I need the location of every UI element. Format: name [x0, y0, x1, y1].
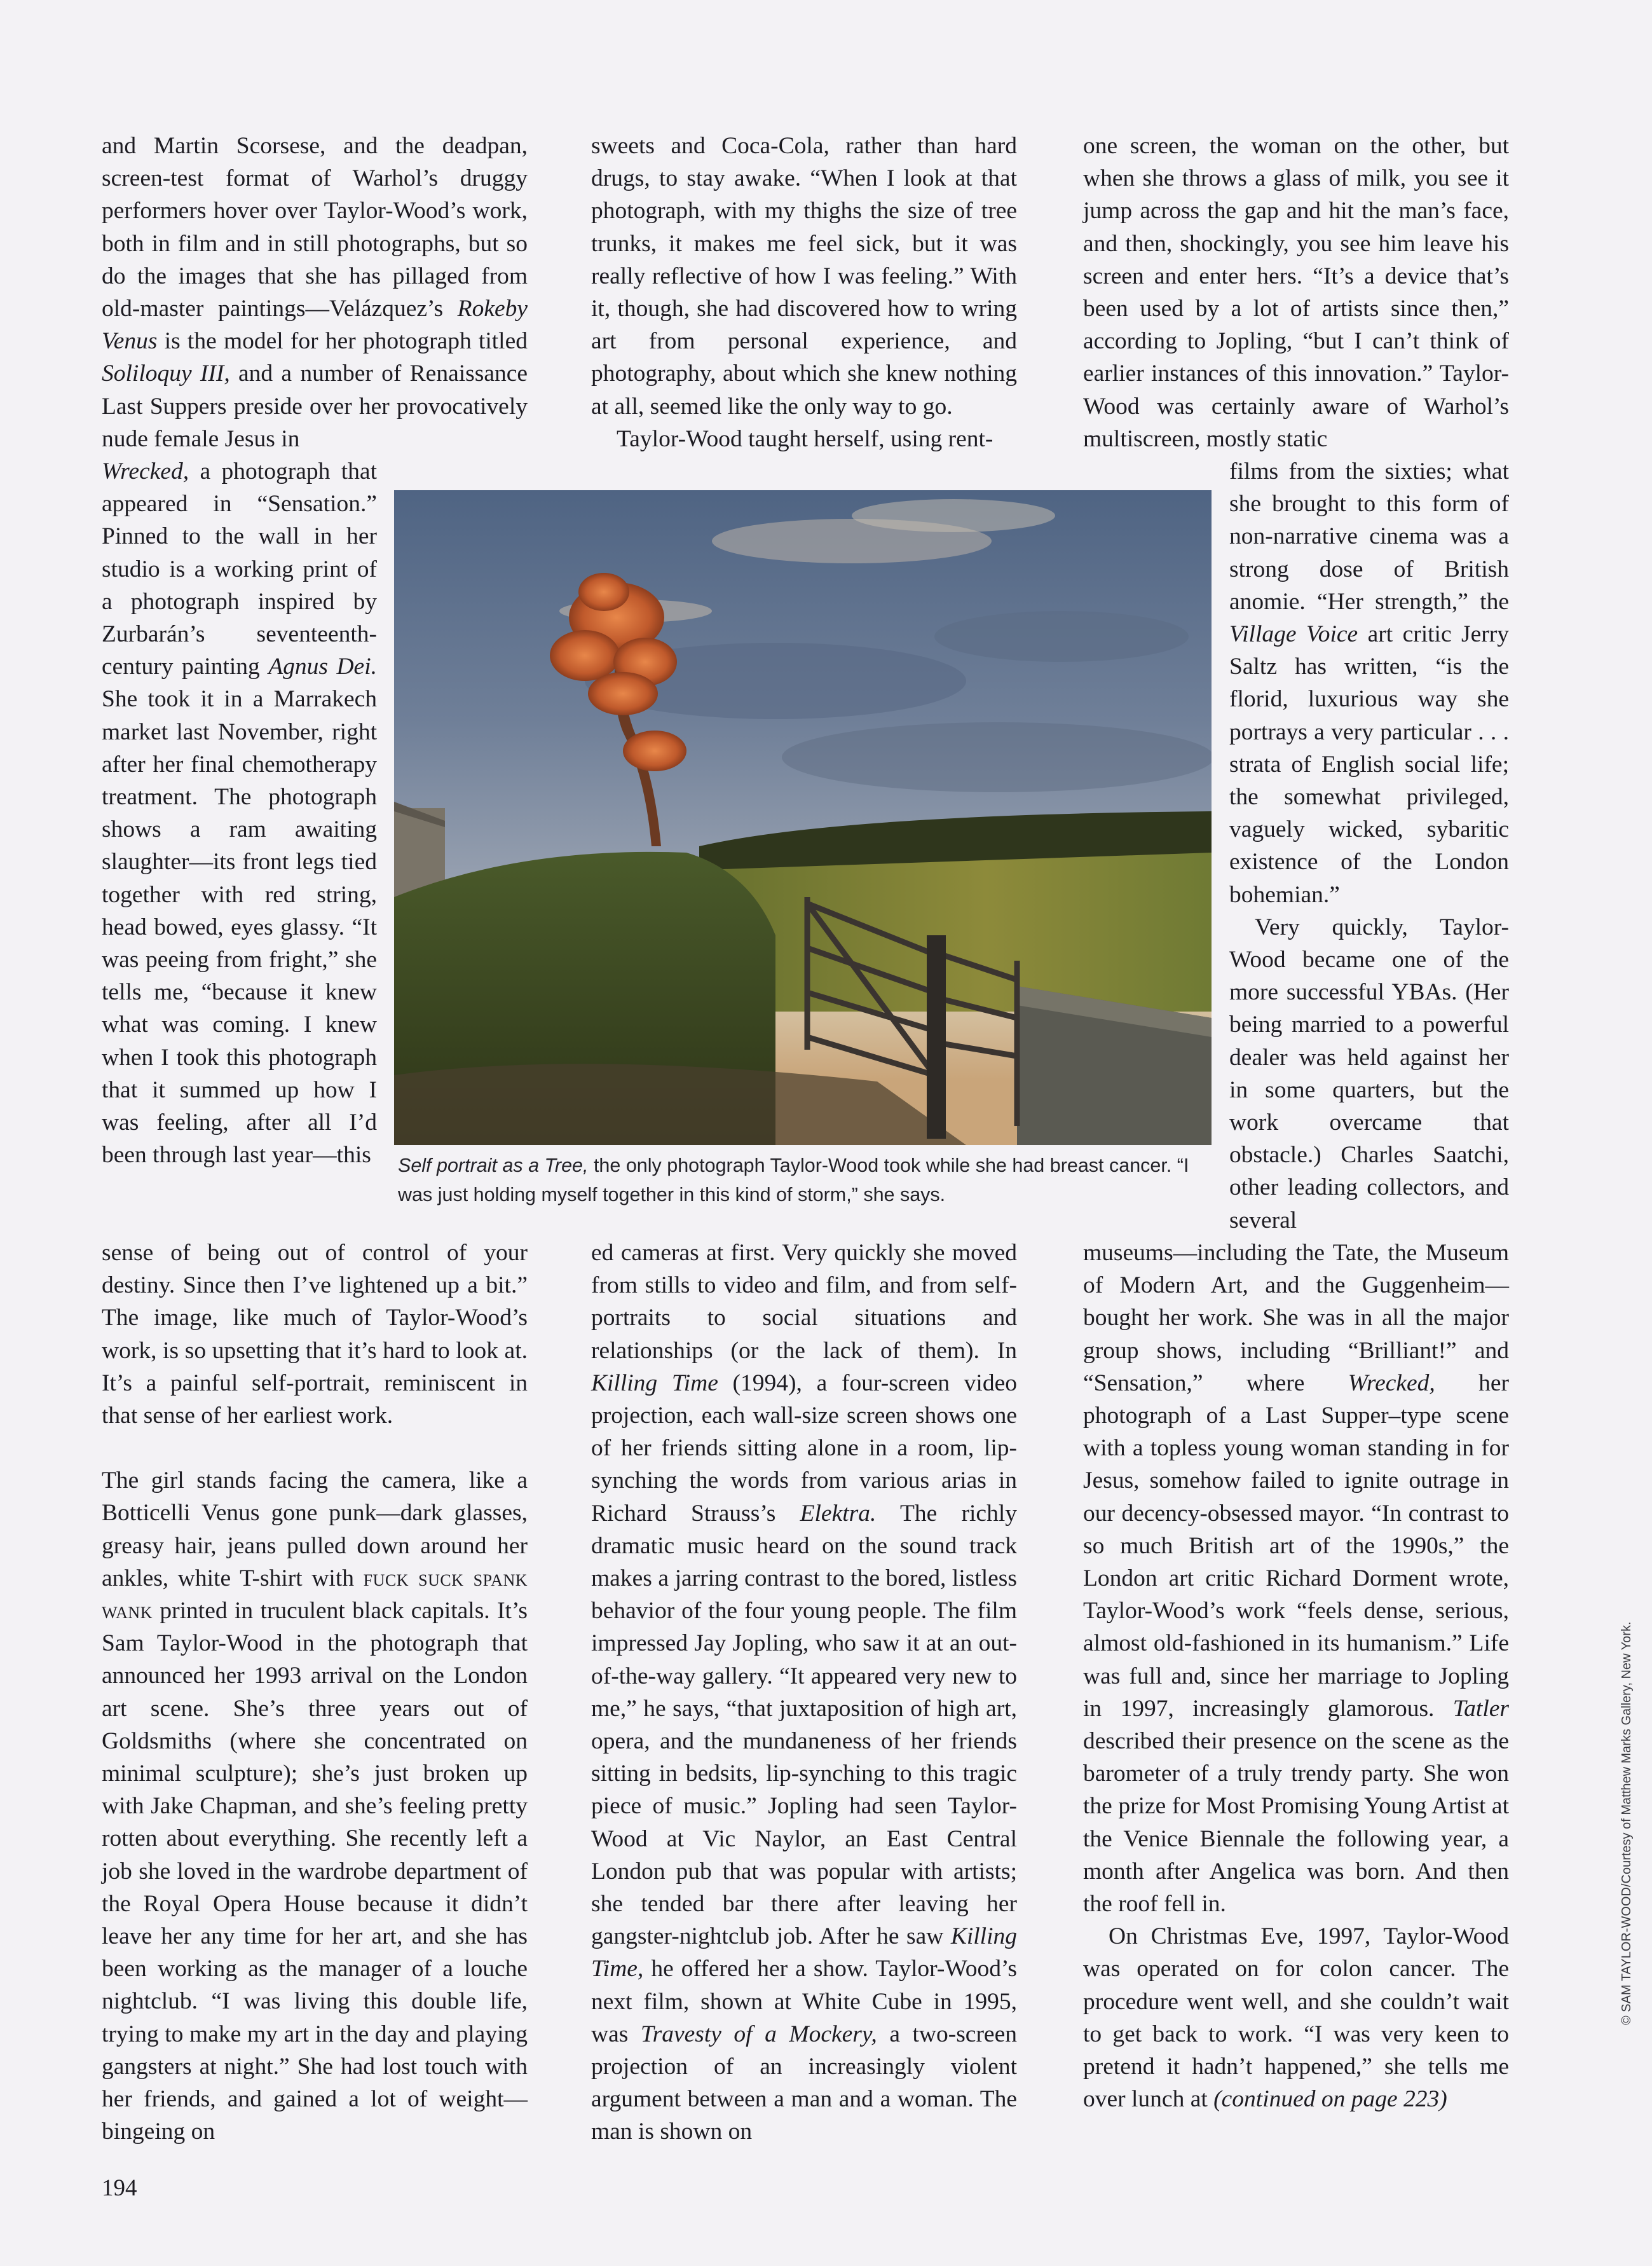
- text-run-italic: Killing Time,: [591, 1923, 1017, 1982]
- text-run: a two-screen projection of an increasingly violent argument between a man and a woman. The man is shown on: [591, 2021, 1017, 2145]
- text-run-italic: Soliloquy III,: [102, 360, 230, 387]
- photo-caption: [398, 1151, 1218, 1209]
- text-run: a photograph that appeared in “Sensation.” Pinned to the wall in her studio is a working print of a photograph inspired by Zurbarán’s seventeenth-century painting: [102, 458, 377, 680]
- paragraph: sweets and Coca-Cola, rather than hard drugs, to stay awake. “When I look at that photograph, with my thighs the size of tree trunks, it makes me feel sick, but it was really reflective of how I was feeling.” With it, though, she had discovered how to wring art from personal experience, and photography, about which she knew nothing at all, seemed like the only way to go.: [591, 133, 1017, 420]
- caption-title: Self portrait as a Tree,: [398, 1155, 589, 1176]
- photo-credit: © SAM TAYLOR-WOOD/Courtesy of Matthew Marks Gallery, New York.: [1620, 1621, 1634, 2025]
- paragraph: [1229, 455, 1509, 911]
- text-run-italic: Agnus Dei.: [268, 654, 377, 680]
- text-run: he offered her a show. Taylor-Wood’s next film, shown at White Cube in 1995, was: [591, 1956, 1017, 2047]
- text-run-italic: Wrecked,: [1348, 1370, 1435, 1396]
- column-3-narrow: [1229, 455, 1509, 1237]
- text-run-italic: Village Voice: [1229, 621, 1358, 648]
- paragraph: [102, 130, 528, 455]
- text-run-italic: Tatler: [1452, 1695, 1509, 1722]
- paragraph: [102, 455, 377, 1171]
- text-run-italic: Elektra.: [800, 1500, 877, 1527]
- text-run-smallcaps: fuck suck spank wank: [102, 1565, 528, 1624]
- column-3-top: [1083, 130, 1509, 455]
- text-run: (1994), a four-screen video projection, each wall-size screen shows one of her friends sitting alone in a room, lip-synching the words from various arias in Richard Strauss’s: [591, 1370, 1017, 1527]
- paragraph: [1083, 1920, 1509, 2115]
- paragraph: [102, 1464, 528, 2148]
- text-run: her photograph of a Last Supper–type scene with a topless young woman standing in for Jesus, somehow failed to ignite outrage in our decency-obsessed mayor. “In contrast to so much British art of the 1990s,” the London art critic Richard Dorment wrote, Taylor-Wood’s work “feels dense, serious, almost old-fashioned in its humanism.” Life was full and, since her marriage to Jopling in 1997, increasingly glamorous.: [1083, 1370, 1509, 1722]
- text-run: and a number of Renaissance Last Suppers preside over her provocatively nude female Jesus in: [102, 360, 528, 452]
- text-run: The girl stands facing the camera, like a Botticelli Venus gone punk—dark glasses, greasy hair, jeans pulled down around her ankles, white T-shirt with: [102, 1467, 528, 1591]
- text-run: The richly dramatic music heard on the sound track makes a jarring contrast to the bored, listless behavior of the four young people. The film impressed Jay Jopling, who saw it at an out-of-the-way gallery. “It appeared very new to me,” he says, “that juxtaposition of high art, opera, and the mundaneness of her friends sitting in bedsits, lip-synching to this tragic piece of music.” Jopling had seen Taylor-Wood at Vic Naylor, an East Central London pub that was popular with artists; she tended bar there after leaving her gangster-nightclub job. After he saw: [591, 1500, 1017, 1950]
- text-run-italic: Travesty of a Mockery,: [640, 2021, 877, 2047]
- text-run: printed in truculent black capitals. It’s Sam Taylor-Wood in the photograph that announced her 1993 arrival on the London art scene. She’s three years out of Goldsmiths (where she concentrated on minimal sculpture); she’s just broken up with Jake Chapman, and she’s feeling pretty rotten about everything. She recently left a job she loved in the wardrobe department of the Royal Opera House because it didn’t leave her any time for her art, and she has been working as the manager of a louche nightclub. “I was living this double life, trying to make my art in the day and playing gangsters at night.” She had lost touch with her friends, and gained a lot of weight—bingeing on: [102, 1598, 528, 2145]
- tree-photograph: [394, 490, 1212, 1145]
- text-run-italic: Wrecked,: [102, 458, 189, 484]
- paragraph: Taylor-Wood taught herself, using rent-: [617, 425, 993, 452]
- paragraph: [1083, 1237, 1509, 1920]
- continued-note: (continued on page 223): [1213, 2086, 1447, 2113]
- text-run-italic: Rokeby Venus: [102, 296, 528, 355]
- tree-landscape-image: [394, 490, 1212, 1145]
- column-3-bottom: [1083, 1237, 1509, 2115]
- text-run: and Martin Scorsese, and the deadpan, screen-test format of Warhol’s druggy performers hover over Taylor-Wood’s work, both in film and in still photographs, but so do the images that she has pillaged from old-master paintings—Velázquez’s: [102, 133, 528, 322]
- column-1-top: [102, 130, 528, 455]
- column-2-bottom: [591, 1237, 1017, 2148]
- paragraph: one screen, the woman on the other, but when she throws a glass of milk, you see it jump across the gap and hit the man’s face, and then, shockingly, you see him leave his screen and enter hers. “It’s a device that’s been used by a lot of artists since then,” according to Jopling, “but I can’t think of earlier instances of this innovation.” Taylor-Wood was certainly aware of Warhol’s multiscreen, mostly static: [1083, 133, 1509, 452]
- text-run: art critic Jerry Saltz has written, “is the florid, luxurious way she portrays a very particular . . . strata of English social life; the somewhat privileged, vaguely wicked, sybaritic existence of the London bohemian.”: [1229, 621, 1510, 908]
- column-1-narrow: [102, 455, 377, 1171]
- text-run: films from the sixties; what she brought to this form of non-narrative cinema was a strong dose of British anomie. “Her strength,” the: [1229, 458, 1509, 615]
- text-run: She took it in a Marrakech market last November, right after her final chemotherapy treatment. The photograph shows a ram awaiting slaughter—its front legs tied together with red string, head bowed, eyes glassy. “It was peeing from fright,” she tells me, “because it knew what was coming. I knew when I took this photograph that it summed up how I was feeling, after all I’d been through last year—this: [102, 686, 377, 1169]
- caption-text: the only photograph Taylor-Wood took while she had breast cancer. “I was just holding myself together in this kind of storm,” she says.: [398, 1155, 1189, 1205]
- paragraph: sense of being out of control of your destiny. Since then I’ve lightened up a bit.” The image, like much of Taylor-Wood’s work, is so upsetting that it’s hard to look at. It’s a painful self-portrait, reminiscent in that sense of her earliest work.: [102, 1240, 528, 1429]
- text-run: described their presence on the scene as the barometer of a truly trendy party. She won the prize for Most Promising Young Artist at the Venice Biennale the following year, a month after Angelica was born. And then the roof fell in.: [1083, 1728, 1509, 1918]
- text-run: On Christmas Eve, 1997, Taylor-Wood was operated on for colon cancer. The procedure went well, and she couldn’t wait to get back to work. “I was very keen to pretend it hadn’t happened,” she tells me over lunch at: [1083, 1923, 1509, 2113]
- text-run: is the model for her photograph titled: [157, 328, 528, 355]
- text-run-italic: Killing Time: [591, 1370, 718, 1396]
- column-2-top: [591, 130, 1017, 455]
- paragraph: [591, 1237, 1017, 2148]
- text-run: museums—including the Tate, the Museum of Modern Art, and the Guggenheim—bought her work. She was in all the major group shows, including “Brilliant!” and “Sensation,” where: [1083, 1240, 1509, 1396]
- paragraph: Very quickly, Taylor-Wood became one of the more successful YBAs. (Her being married to a powerful dealer was held against her in some quarters, but the work overcame that obstacle.) Charles Saatchi, other leading collectors, and several: [1229, 914, 1509, 1233]
- column-1-bottom: [102, 1237, 528, 2148]
- text-run: ed cameras at first. Very quickly she moved from stills to video and film, and from self-portraits to social situations and relationships (or the lack of them). In: [591, 1240, 1017, 1364]
- page-number: 194: [102, 2175, 137, 2201]
